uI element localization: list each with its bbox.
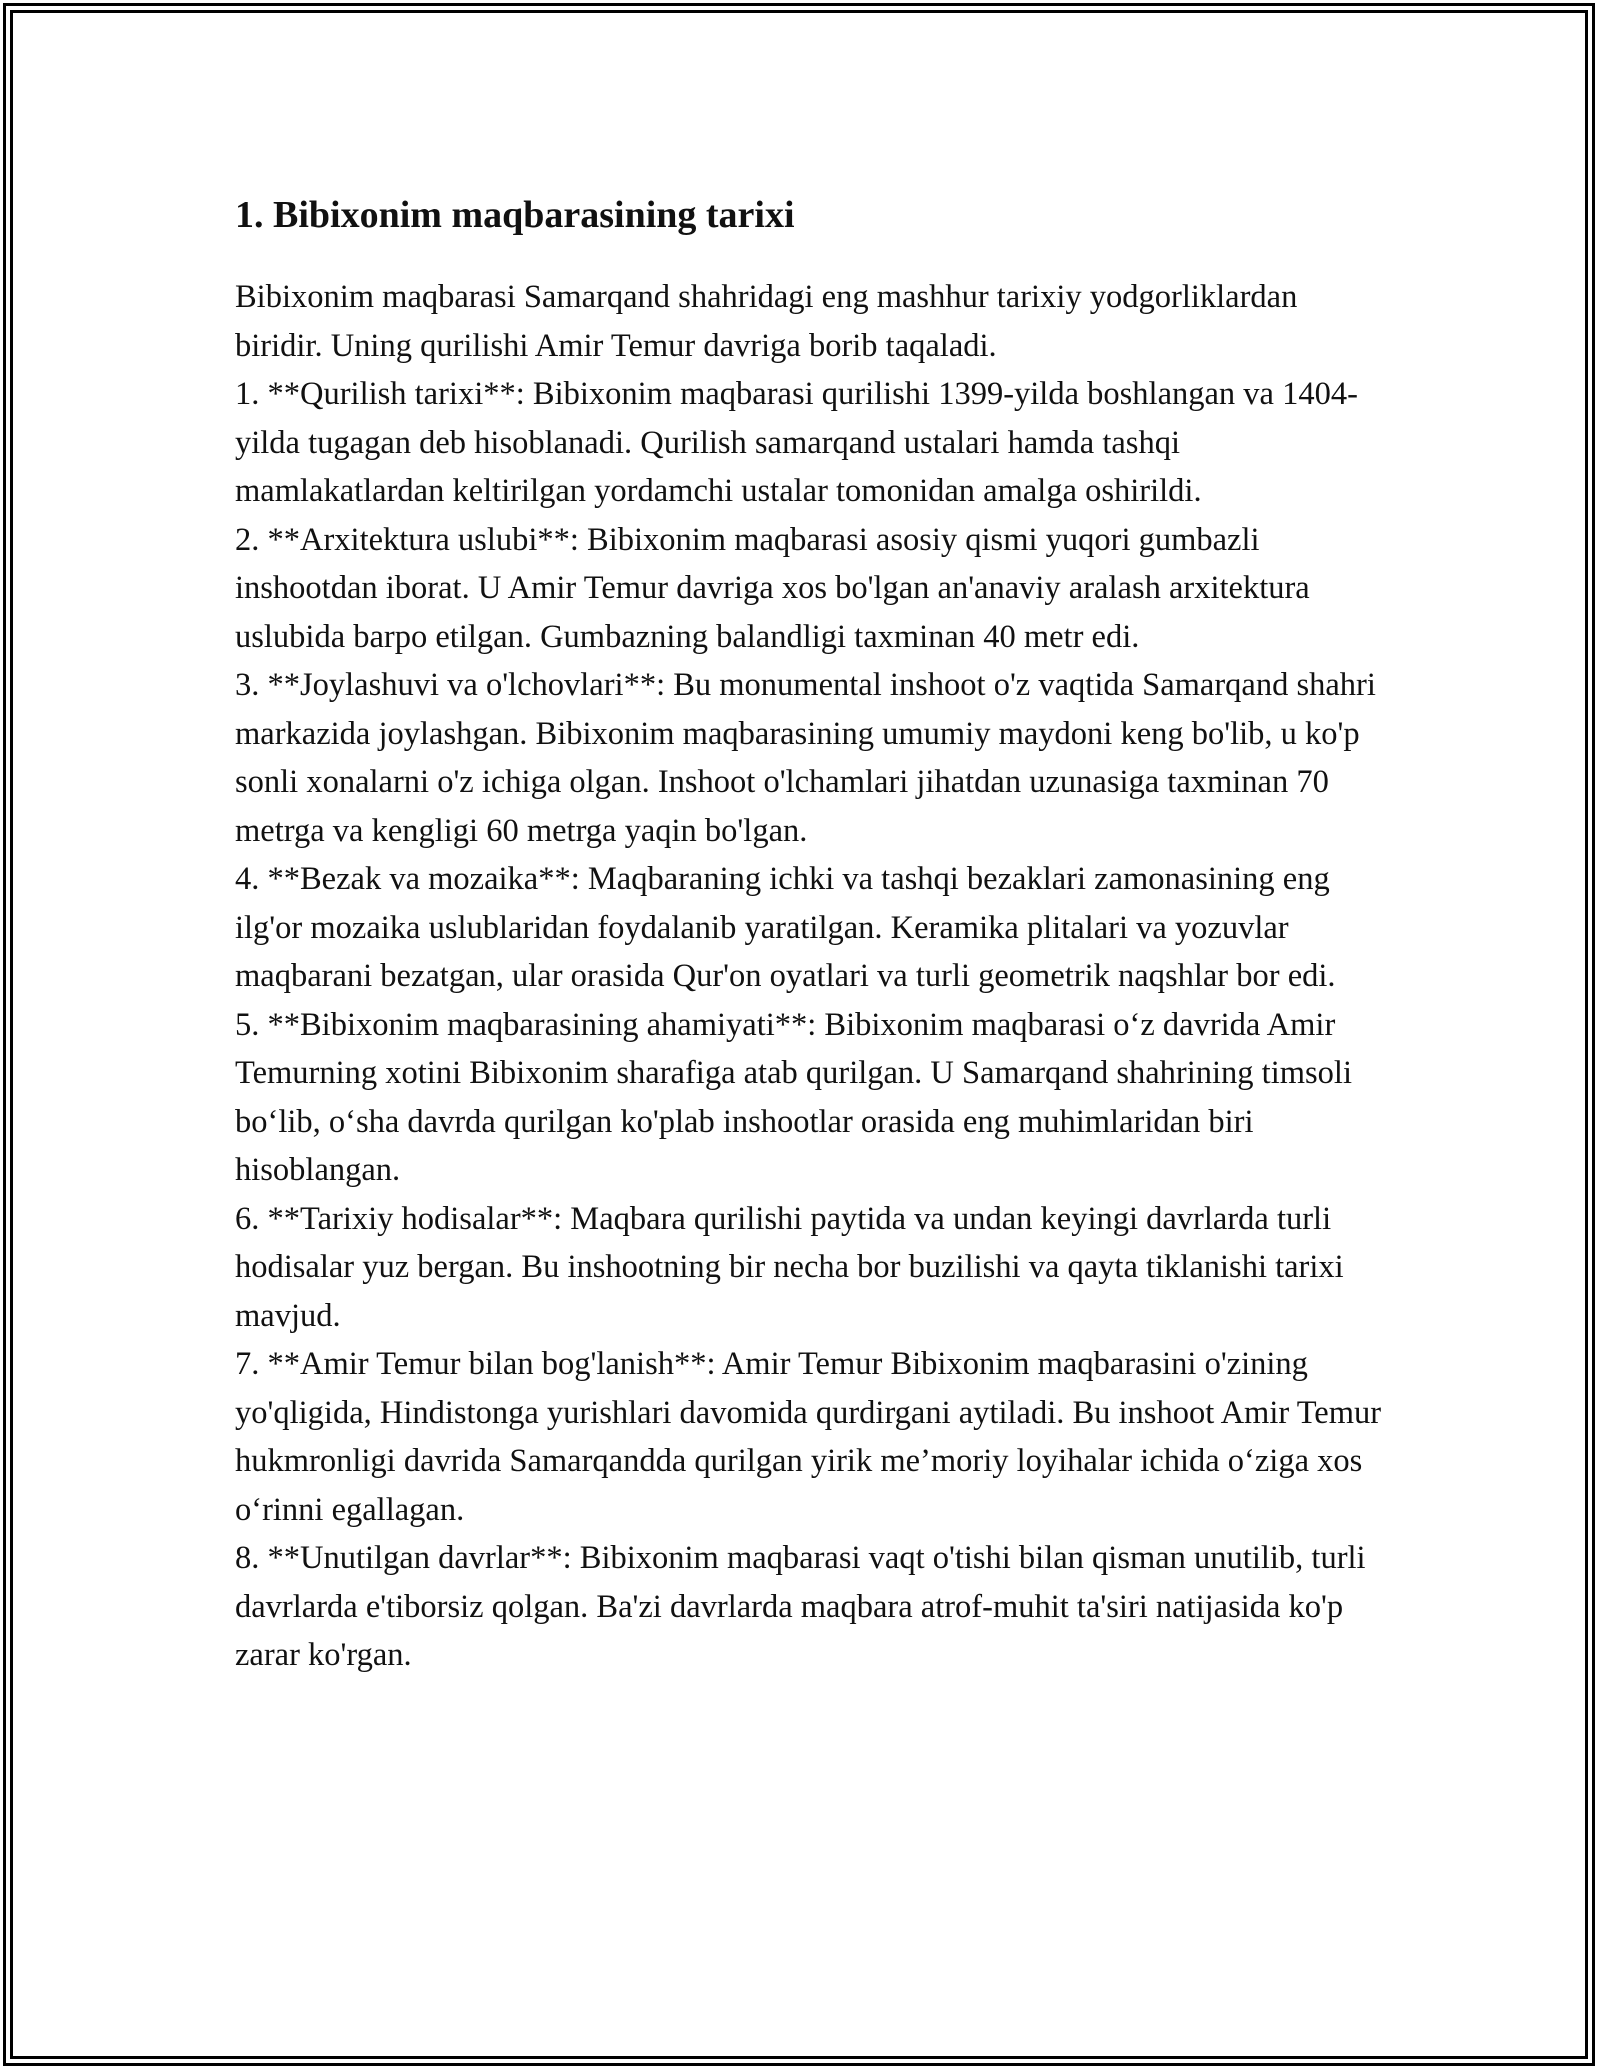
section-heading: 1. Bibixonim maqbarasining tarixi — [235, 194, 795, 236]
list-item-5: 5. **Bibixonim maqbarasining ahamiyati**: Bibixonim maqbarasi o‘z davrida Amir Temurning xotini Bibixonim sharafiga atab qurilgan. U Samarqand shahrining timsoli bo‘lib, o‘sha davrda qurilgan ko'plab inshootlar orasida eng muhimlaridan biri hisoblangan. — [235, 1006, 1352, 1188]
intro-paragraph: Bibixonim maqbarasi Samarqand shahridagi eng mashhur tarixiy yodgorliklardan biridir. Uning qurilishi Amir Temur davriga borib taqaladi. — [235, 279, 1298, 364]
list-item-8: 8. **Unutilgan davrlar**: Bibixonim maqbarasi vaqt o'tishi bilan qisman unutilib, turli davrlarda e'tiborsiz qolgan. Ba'zi davrlarda maqbara atrof-muhit ta'siri natijasida ko'p zarar ko'rgan. — [235, 1540, 1366, 1673]
list-item-2: 2. **Arxitektura uslubi**: Bibixonim maqbarasi asosiy qismi yuqori gumbazli inshootdan iborat. U Amir Temur davriga xos bo'lgan an'anaviy aralash arxitektura uslubida barpo etilgan. Gumbazning balandligi taxminan 40 metr edi. — [235, 521, 1310, 655]
list-item-4: 4. **Bezak va mozaika**: Maqbaraning ichki va tashqi bezaklari zamonasining eng ilg'or mozaika uslublaridan foydalanib yaratilgan. Keramika plitalari va yozuvlar maqbarani bezatgan, ular orasida Qur'on oyatlari va turli geometrik naqshlar bor edi. — [235, 861, 1336, 994]
list-item-3: 3. **Joylashuvi va o'lchovlari**: Bu monumental inshoot o'z vaqtida Samarqand shahri markazida joylashgan. Bibixonim maqbarasining umumiy maydoni keng bo'lib, u ko'p sonli xonalarni o'z ichiga olgan. Inshoot o'lchamlari jihatdan uzunasiga taxminan 70 metrga va kengligi 60 metrga yaqin bo'lgan. — [235, 667, 1376, 849]
document-body — [235, 186, 1385, 1680]
list-item-6: 6. **Tarixiy hodisalar**: Maqbara qurilishi paytida va undan keyingi davrlarda turli hodisalar yuz bergan. Bu inshootning bir necha bor buzilishi va qayta tiklanishi tarixi mavjud. — [235, 1200, 1344, 1334]
list-item-1: 1. **Qurilish tarixi**: Bibixonim maqbarasi qurilishi 1399-yilda boshlangan va 1404-yilda tugagan deb hisoblanadi. Qurilish samarqand ustalari hamda tashqi mamlakatlardan keltirilgan yordamchi ustalar tomonidan amalga oshirildi. — [235, 376, 1358, 509]
list-item-7: 7. **Amir Temur bilan bog'lanish**: Amir Temur Bibixonim maqbarasini o'zining yo'qligida, Hindistonga yurishlari davomida qurdirgani aytiladi. Bu inshoot Amir Temur hukmronligi davrida Samarqandda qurilgan yirik me’moriy loyihalar ichida o‘ziga xos o‘rinni egallagan. — [235, 1346, 1382, 1528]
